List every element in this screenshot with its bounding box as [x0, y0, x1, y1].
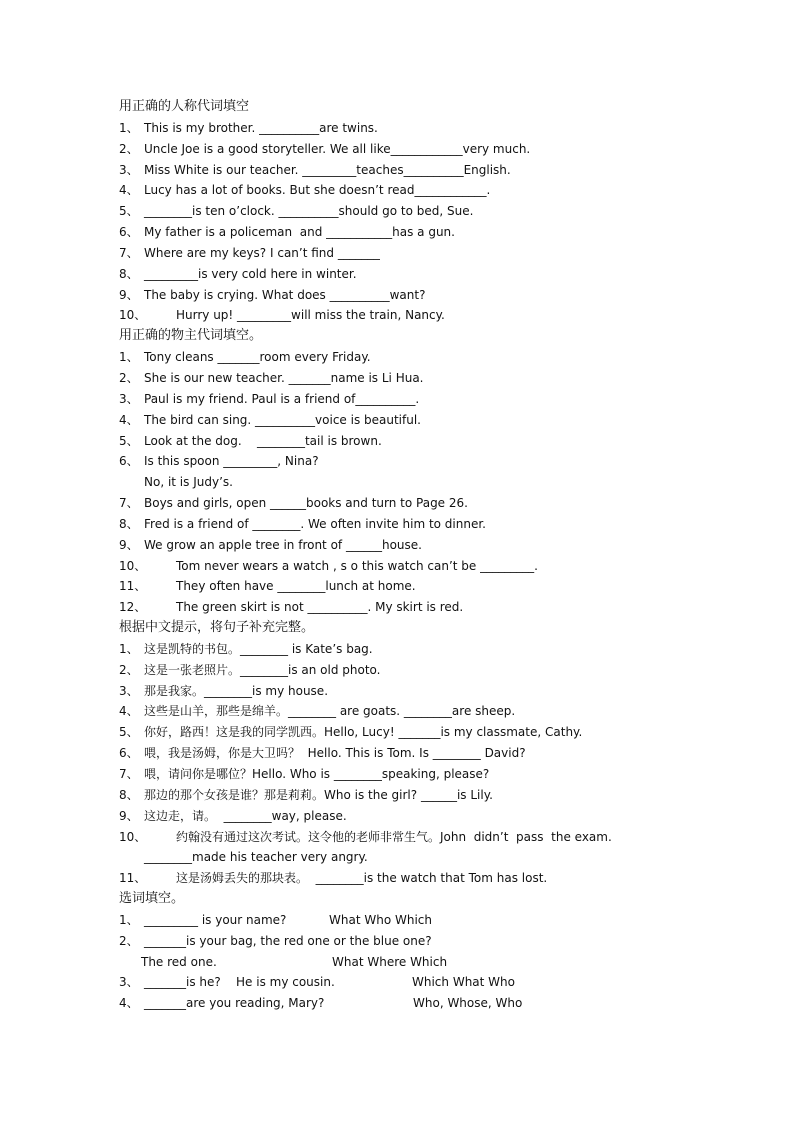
question-text: The bird can sing. __________voice is beautiful.	[144, 412, 421, 427]
word-options: What Who Which	[329, 912, 432, 927]
question-item	[119, 701, 719, 722]
question-item	[119, 639, 719, 660]
question-item	[119, 368, 719, 389]
question-item	[119, 201, 719, 222]
section-title-text: 用正确的物主代词填空。	[119, 328, 263, 344]
question-number: 10、	[119, 558, 147, 573]
question-item	[119, 305, 719, 326]
question-number: 8、	[119, 787, 139, 802]
question-item	[119, 972, 719, 993]
question-text: _______is your bag, the red one or the blue one?	[144, 933, 432, 948]
question-number: 4、	[119, 183, 139, 198]
question-item	[119, 910, 719, 931]
question-text: No, it is Judy’s.	[144, 475, 233, 490]
question-item	[119, 597, 719, 618]
question-item	[119, 993, 719, 1014]
question-number: 6、	[119, 746, 139, 761]
question-text: _______are you reading, Mary?	[144, 996, 325, 1011]
word-options: Which What Who	[412, 975, 515, 990]
question-item	[119, 347, 719, 368]
question-number: 1、	[119, 120, 139, 135]
question-text: 约翰没有通过这次考试。这令他的老师非常生气。John didn’t pass the exam.	[176, 829, 612, 844]
question-item	[119, 139, 719, 160]
question-number: 2、	[119, 662, 139, 677]
question-text: 这些是山羊，那些是绵羊。________ are goats. ________are sheep.	[144, 704, 516, 719]
section-title	[119, 618, 719, 639]
question-item	[119, 576, 719, 597]
question-number: 2、	[119, 933, 139, 948]
question-text: 那是我家。________is my house.	[144, 683, 329, 698]
section-title	[119, 326, 719, 347]
question-number: 6、	[119, 225, 139, 240]
question-number: 5、	[119, 433, 139, 448]
question-text: 这是凯特的书包。________ is Kate’s bag.	[144, 641, 373, 656]
question-item	[119, 931, 719, 952]
question-number: 7、	[119, 245, 139, 260]
section-title-text: 选词填空。	[119, 891, 185, 907]
question-text: Uncle Joe is a good storyteller. We all like____________very much.	[144, 141, 531, 156]
question-text: Is this spoon _________, Nina?	[144, 454, 319, 469]
question-text: The baby is crying. What does __________want?	[144, 287, 426, 302]
question-continuation	[119, 472, 719, 493]
question-item	[119, 514, 719, 535]
question-number: 8、	[119, 516, 139, 531]
question-item	[119, 827, 719, 848]
question-text: 这是汤姆丢失的那块表。 ________is the watch that Tom has lost.	[176, 871, 548, 886]
question-number: 6、	[119, 454, 139, 469]
word-options: What Where Which	[332, 954, 448, 969]
question-item	[119, 243, 719, 264]
question-text: 喂，我是汤姆，你是大卫吗？ Hello. This is Tom. Is ________ David?	[144, 746, 526, 761]
question-number: 10、	[119, 829, 147, 844]
question-item	[119, 556, 719, 577]
question-text: Hurry up! _________will miss the train, Nancy.	[176, 308, 445, 323]
question-item	[119, 806, 719, 827]
section-title	[119, 889, 719, 910]
question-number: 7、	[119, 496, 139, 511]
question-item	[119, 118, 719, 139]
question-number: 5、	[119, 204, 139, 219]
question-item	[119, 681, 719, 702]
question-text: Paul is my friend. Paul is a friend of__________.	[144, 391, 420, 406]
question-item	[119, 743, 719, 764]
question-text: The red one.	[141, 954, 217, 969]
question-item	[119, 660, 719, 681]
question-number: 9、	[119, 537, 139, 552]
question-item	[119, 868, 719, 889]
question-number: 7、	[119, 767, 139, 781]
question-number: 1、	[119, 912, 139, 927]
question-text: Where are my keys? I can’t find _______	[144, 245, 380, 260]
question-item	[119, 410, 719, 431]
question-number: 3、	[119, 683, 139, 698]
question-text: She is our new teacher. _______name is Li Hua.	[144, 370, 424, 385]
question-text: Miss White is our teacher. _________teaches__________English.	[144, 162, 511, 177]
question-text: Lucy has a lot of books. But she doesn’t read____________.	[144, 183, 491, 198]
question-item	[119, 785, 719, 806]
question-item	[119, 493, 719, 514]
question-number: 4、	[119, 704, 139, 719]
question-item	[119, 389, 719, 410]
question-text: This is my brother. __________are twins.	[144, 120, 378, 135]
question-number: 1、	[119, 641, 139, 656]
question-text: ________is ten o’clock. __________should go to bed, Sue.	[144, 204, 474, 219]
question-continuation	[119, 952, 719, 973]
question-text: 这是一张老照片。________is an old photo.	[144, 662, 381, 677]
question-item	[119, 180, 719, 201]
question-item	[119, 431, 719, 452]
question-number: 3、	[119, 162, 139, 177]
question-number: 11、	[119, 579, 147, 594]
question-text: _______is he? He is my cousin.	[144, 975, 335, 990]
question-text: They often have ________lunch at home.	[176, 579, 416, 594]
word-options: Who, Whose, Who	[413, 996, 523, 1011]
question-item	[119, 222, 719, 243]
question-item	[119, 535, 719, 556]
question-number: 9、	[119, 808, 139, 823]
question-text: Look at the dog. ________tail is brown.	[144, 433, 382, 448]
question-text: 那边的那个女孩是谁？那是莉莉。Who is the girl? ______is Lily.	[144, 787, 493, 802]
question-text: We grow an apple tree in front of ______house.	[144, 537, 422, 552]
question-number: 3、	[119, 391, 139, 406]
question-text: 这边走，请。 ________way, please.	[144, 808, 347, 823]
worksheet	[119, 97, 719, 1014]
question-number: 12、	[119, 600, 147, 615]
question-item	[119, 264, 719, 285]
question-text: _________ is your name?	[144, 912, 287, 927]
section-title	[119, 97, 719, 118]
question-number: 4、	[119, 996, 139, 1011]
question-number: 8、	[119, 266, 139, 281]
question-text: ________made his teacher very angry.	[144, 850, 368, 865]
question-number: 1、	[119, 350, 139, 365]
question-continuation	[119, 847, 719, 868]
question-text: Fred is a friend of ________. We often invite him to dinner.	[144, 516, 486, 531]
question-number: 11、	[119, 871, 147, 886]
question-number: 3、	[119, 975, 139, 990]
question-item	[119, 451, 719, 472]
question-text: 你好，路西！这是我的同学凯西。Hello, Lucy! _______is my classmate, Cathy.	[144, 725, 583, 740]
question-number: 2、	[119, 141, 139, 156]
question-text: _________is very cold here in winter.	[144, 266, 357, 281]
section-title-text: 用正确的人称代词填空	[119, 99, 250, 114]
question-number: 5、	[119, 725, 139, 740]
question-item	[119, 722, 719, 743]
question-text: 喂，请问你是哪位？Hello. Who is ________speaking, please?	[144, 767, 490, 781]
question-text: Boys and girls, open ______books and turn to Page 26.	[144, 496, 468, 511]
question-item	[119, 285, 719, 306]
question-number: 10、	[119, 308, 147, 323]
question-text: The green skirt is not __________. My skirt is red.	[176, 600, 464, 615]
question-number: 4、	[119, 412, 139, 427]
question-text: My father is a policeman and ___________has a gun.	[144, 225, 455, 240]
question-number: 2、	[119, 370, 139, 385]
section-title-text: 根据中文提示，将句子补充完整。	[119, 620, 315, 636]
question-number: 9、	[119, 287, 139, 302]
question-item	[119, 160, 719, 181]
question-item	[119, 764, 719, 785]
question-text: Tony cleans _______room every Friday.	[144, 350, 371, 365]
question-text: Tom never wears a watch , s o this watch can’t be _________.	[176, 558, 538, 573]
